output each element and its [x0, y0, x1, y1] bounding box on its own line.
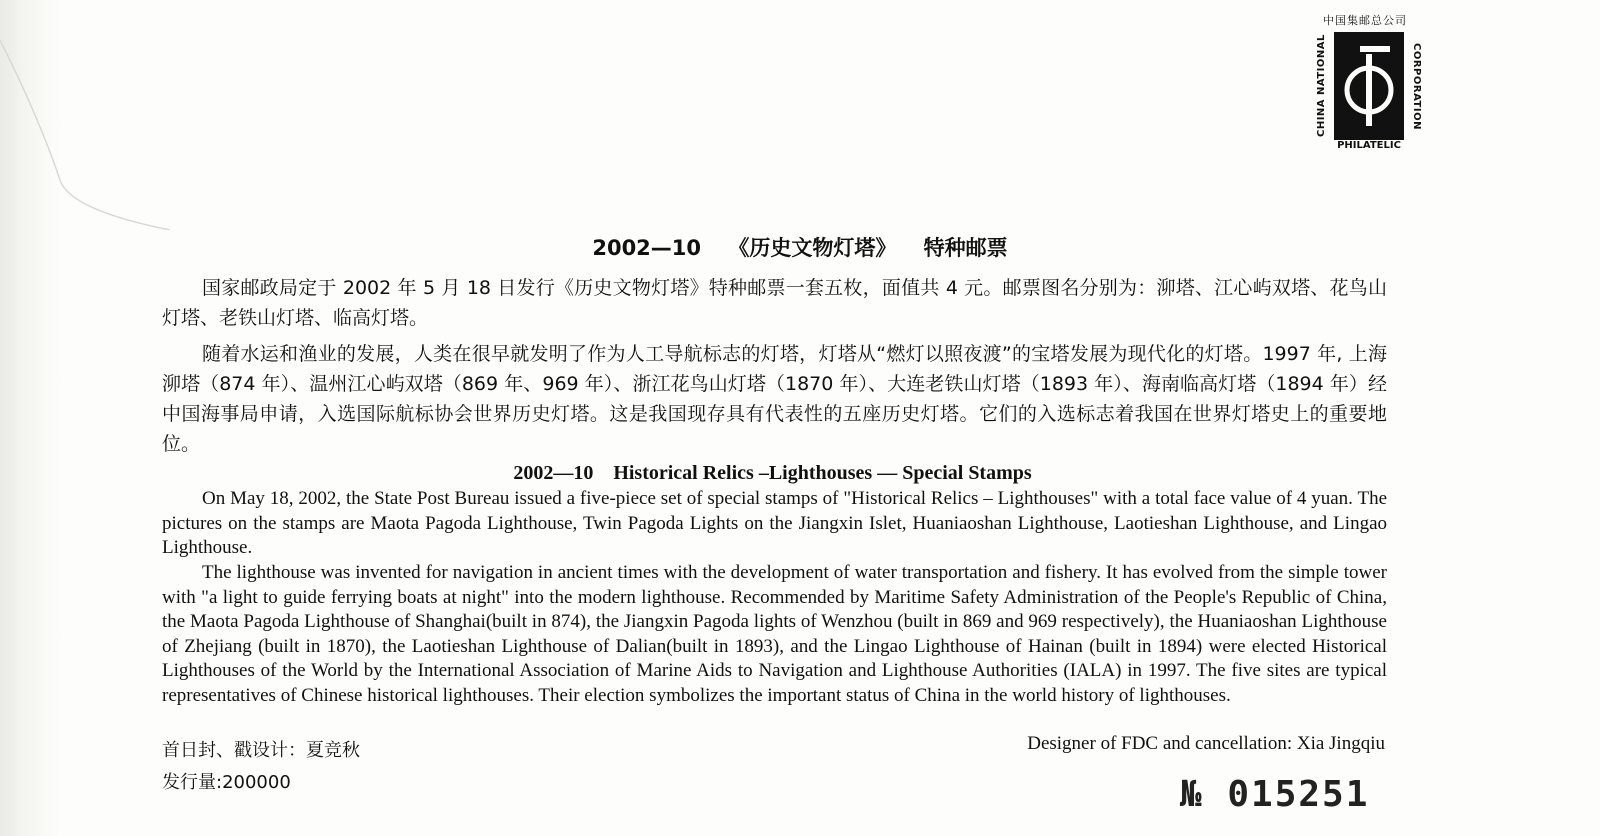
- en-paragraph-1: On May 18, 2002, the State Post Bureau issued a five-piece set of special stamps of "Historical Relics – Lighthouses" with a total face value of 4 yuan. The pictures on the stamps are Maota Pagoda Lighthouse, Twin Pagoda Lights on the Jiangxin Islet, Huaniaoshan Lighthouse, Laotieshan Lighthouse, and Lingao Lighthouse.: [162, 488, 1387, 559]
- cn-title: [0, 232, 1600, 262]
- logo-left-text: CHINA NATIONAL: [1316, 34, 1327, 138]
- logo-right-text: CORPORATION: [1411, 42, 1422, 130]
- issue-quantity: 发行量:200000: [162, 772, 291, 793]
- cn-title-type: 特种邮票: [923, 236, 1008, 260]
- philatelic-logo: [1310, 12, 1420, 152]
- en-paragraph-2: The lighthouse was invented for navigation in ancient times with the development of water transportation and fishery. It has evolved from the simple tower with "a light to guide ferrying boats at night" into the modern lighthouse. Recommended by Maritime Safety Administration of the People's Republic of China, the Maota Pagoda Lighthouse of Shanghai(built in 874), the Jiangxin Pagoda lights of Wenzhou (built in 869 and 969 respectively), the Huaniaoshan Lighthouse of Zhejiang (built in 1870), the Laotieshan Lighthouse of Dalian(built in 1893), and the Lingao Lighthouse of Hainan (built in 1894) were elected Historical Lighthouses of the World by the International Association of Marine Aids to Navigation and Lighthouse Authorities (IALA) in 1997. The five sites are typical representatives of Chinese historical lighthouses. Their election symbolizes the important status of China in the world history of lighthouses.: [162, 562, 1387, 706]
- cn-paragraph-1: 国家邮政局定于 2002 年 5 月 18 日发行《历史文物灯塔》特种邮票一套五枚，面值共 4 元。邮票图名分别为：泖塔、江心屿双塔、花鸟山灯塔、老铁山灯塔、临高灯塔。: [162, 277, 1387, 329]
- en-title: 2002—10 Historical Relics –Lighthouses — Special Stamps: [513, 462, 1032, 484]
- cn-title-name: 《历史文物灯塔》: [728, 236, 897, 260]
- logo-top-text: 中国集邮总公司: [1323, 14, 1407, 27]
- cn-paragraph-2: 随着水运和渔业的发展，人类在很早就发明了作为人工导航标志的灯塔，灯塔从“燃灯以照夜渡”的宝塔发展为现代化的灯塔。1997 年, 上海泖塔（874 年）、温州江心屿双塔（869 年、969 年）、浙江花鸟山灯塔（1870 年）、大连老铁山灯塔（1893 年）、海南临高灯塔（1894 年）经中国海事局申请，入选国际航标协会世界历史灯塔。这是我国现存具有代表性的五座历史灯塔。它们的入选标志着我国在世界灯塔史上的重要地位。: [162, 343, 1387, 455]
- designer-en: Designer of FDC and cancellation: Xia Jingqiu: [1027, 733, 1385, 754]
- designer-cn: 首日封、戳设计：夏竞秋: [162, 740, 360, 761]
- phi-icon: [1334, 32, 1404, 140]
- serial-number: № 015251: [1180, 774, 1370, 815]
- cn-title-code: 2002—10: [592, 236, 702, 260]
- logo-bottom-text: PHILATELIC: [1337, 140, 1401, 151]
- envelope-flap-edge: [0, 0, 170, 230]
